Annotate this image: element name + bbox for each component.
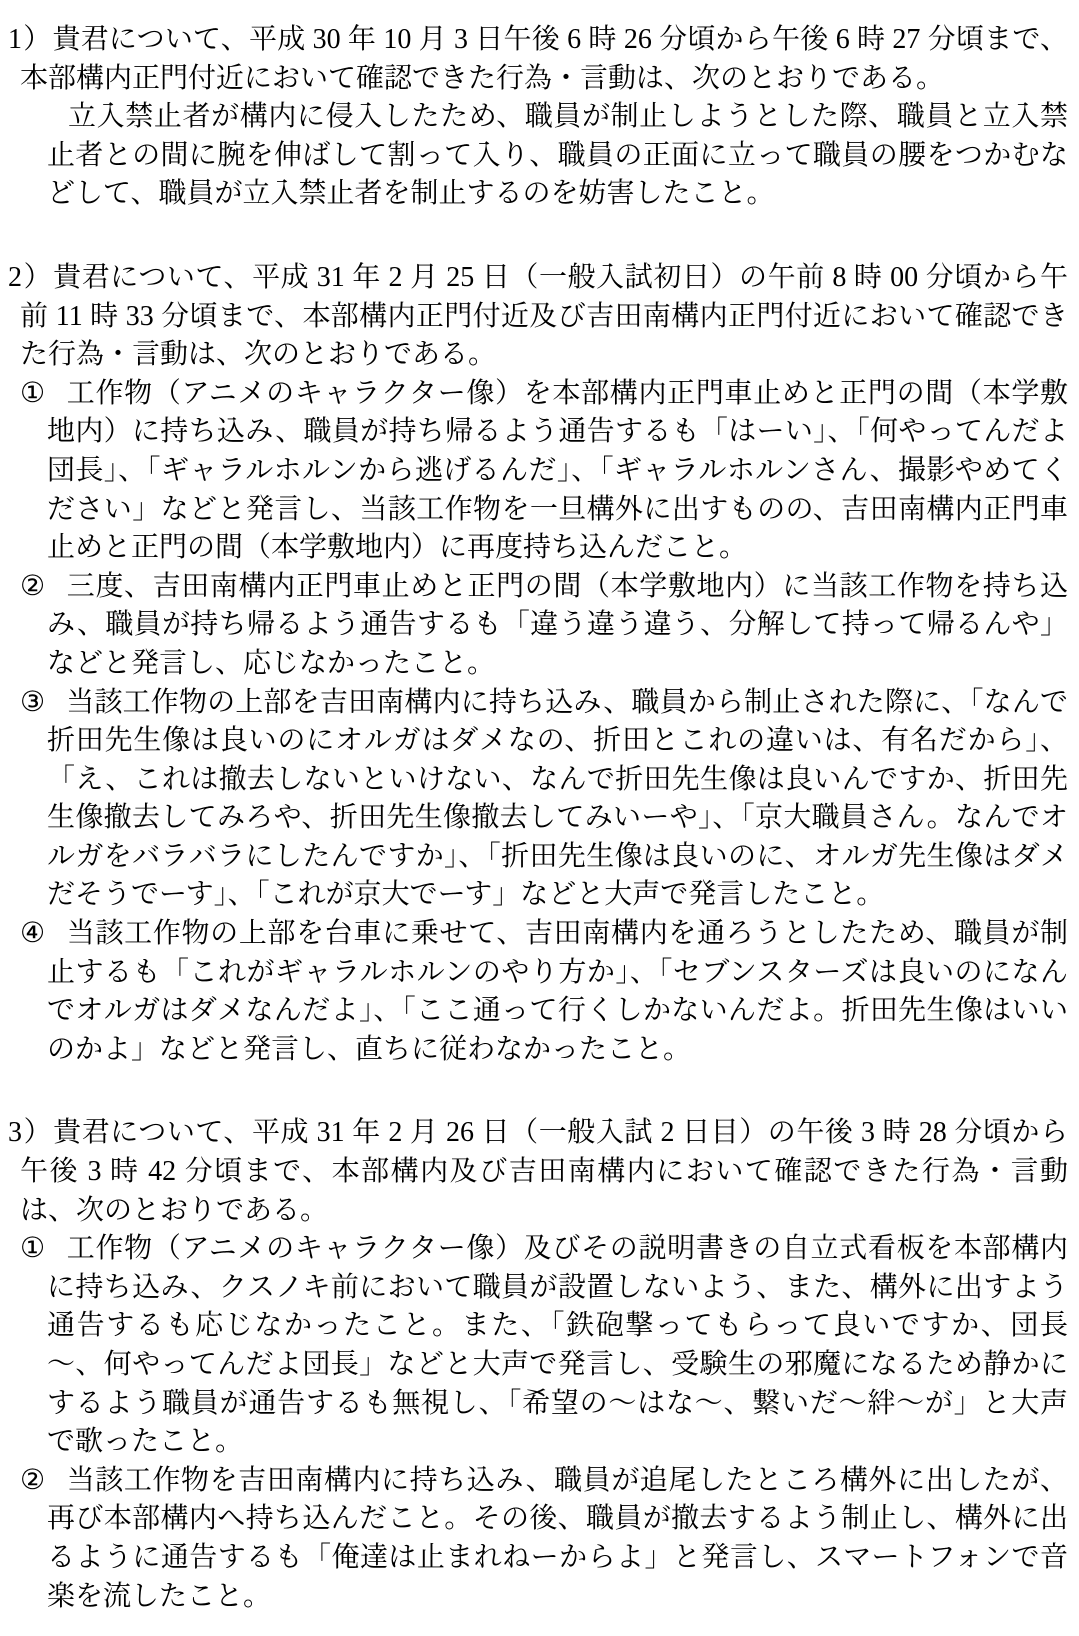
section-2-item-1 [8,375,1068,568]
circled-1-marker: ① [20,377,46,409]
section-2 [8,259,1068,1069]
section-2-item-2-text: 三度、吉田南構内正門車止めと正門の間（本学敷地内）に当該工作物を持ち込み、職員が持ち帰るよう通告するも「違う違う違う、分解して持って帰るんや」などと発言し、応じなかったこと。 [47,570,1068,679]
section-2-item-4-text: 当該工作物の上部を台車に乗せて、吉田南構内を通ろうとしたため、職員が制止するも「これがギャラルホルンのやり方か」、「セブンスターズは良いのになんでオルガはダメなんだよ」、「ここ通って行くしかないんだよ。折田先生像はいいのかよ」などと発言し、直ちに従わなかったこと。 [47,918,1068,1065]
section-2-heading [8,259,1068,375]
section-1-heading-text: 貴君について、平成 30 年 10 月 3 日午後 6 時 26 分頃から午後 6 時 27 分頃まで、本部構内正門付近において確認できた行為・言動は、次のとおりである。 [20,24,1068,94]
section-1-paragraph: 立入禁止者が構内に侵入したため、職員が制止しようとした際、職員と立入禁止者との間に腕を伸ばして割って入り、職員の正面に立って職員の腰をつかむなどして、職員が立入禁止者を制止するのを妨害したこと。 [47,101,1068,210]
section-3-number: 3） [8,1117,54,1149]
section-3-item-2 [8,1462,1068,1616]
circled-4-marker: ④ [20,918,46,950]
section-2-heading-text: 貴君について、平成 31 年 2 月 25 日（一般入試初日）の午前 8 時 00 分頃から午前 11 時 33 分頃まで、本部構内正門付近及び吉田南構内正門付近において確認できた行為・言動は、次のとおりである。 [20,261,1068,371]
section-2-item-1-text: 工作物（アニメのキャラクター像）を本部構内正門車止めと正門の間（本学敷地内）に持ち込み、職員が持ち帰るよう通告するも「はーい」、「何やってんだよ団長」、「ギャラルホルンから逃げるんだ」、「ギャラルホルンさん、撮影やめてください」などと発言し、当該工作物を一旦構外に出すものの、吉田南構内正門車止めと正門の間（本学敷地内）に再度持ち込んだこと。 [47,377,1069,564]
circled-2-marker: ② [20,1464,46,1496]
circled-1-marker: ① [20,1233,46,1265]
section-1 [8,21,1068,214]
section-3-heading [8,1114,1068,1230]
section-3-item-1 [8,1230,1068,1462]
section-3 [8,1114,1068,1616]
section-2-item-3 [8,684,1068,916]
section-3-item-2-text: 当該工作物を吉田南構内に持ち込み、職員が追尾したところ構外に出したが、再び本部構内へ持ち込んだこと。その後、職員が撤去するよう制止し、構外に出るように通告するも「俺達は止まれねーからよ」と発言し、スマートフォンで音楽を流したこと。 [47,1464,1068,1612]
section-3-item-1-text: 工作物（アニメのキャラクター像）及びその説明書きの自立式看板を本部構内に持ち込み、クスノキ前において職員が設置しないよう、また、構外に出すよう通告するも応じなかったこと。また、「鉄砲撃ってもらって良いですか、団長～、何やってんだよ団長」などと大声で発言し、受験生の邪魔になるため静かにするよう職員が通告するも無視し、「希望の～はな～、繋いだ～絆～が」と大声で歌ったこと。 [47,1233,1069,1458]
section-2-item-4 [8,915,1068,1069]
section-2-item-2 [8,568,1068,684]
section-3-heading-text: 貴君について、平成 31 年 2 月 26 日（一般入試 2 日目）の午後 3 時 28 分頃から午後 3 時 42 分頃まで、本部構内及び吉田南構内において確認できた行為・言動は、次のとおりである。 [20,1117,1068,1226]
section-1-heading [8,21,1068,98]
section-2-number: 2） [8,261,54,293]
section-2-item-3-text: 当該工作物の上部を吉田南構内に持ち込み、職員から制止された際に、「なんで折田先生像は良いのにオルガはダメなの、折田とこれの違いは、有名だから」、「え、これは撤去しないといけない、なんで折田先生像は良いんですか、折田先生像撤去してみろや、折田先生像撤去してみいーや」、「京大職員さん。なんでオルガをバラバラにしたんですか」、「折田先生像は良いのに、オルガ先生像はダメだそうでーす」、「これが京大でーす」などと大声で発言したこと。 [47,686,1068,911]
circled-3-marker: ③ [20,686,46,718]
circled-2-marker: ② [20,570,46,602]
section-1-number: 1） [8,24,53,55]
